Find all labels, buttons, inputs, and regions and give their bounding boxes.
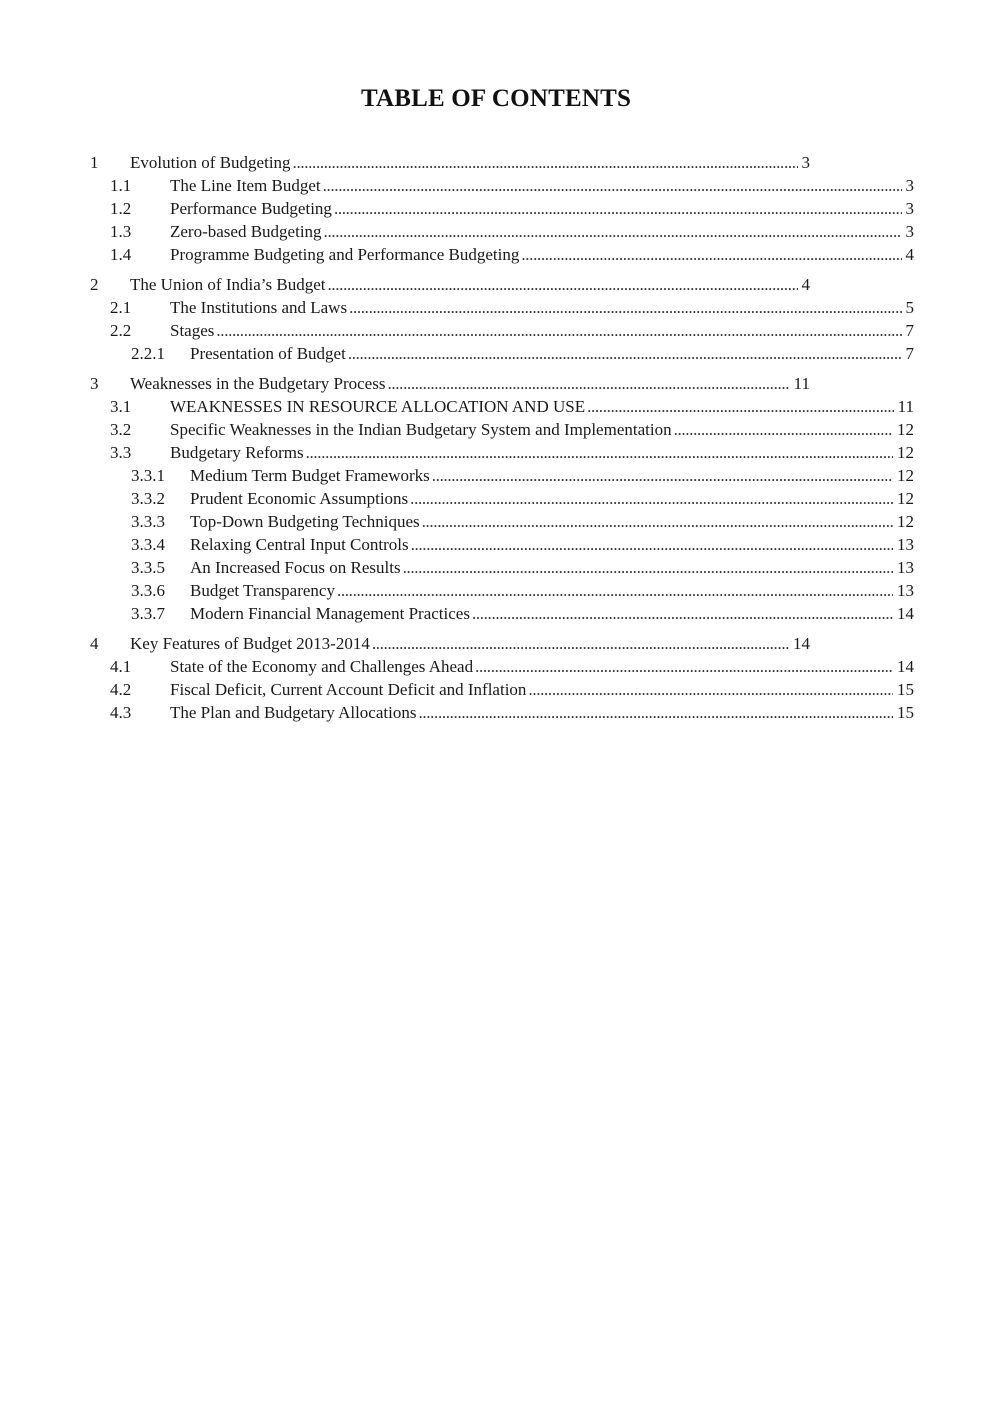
dot-leader bbox=[403, 557, 893, 579]
toc-entry-page: 11 bbox=[894, 396, 914, 418]
toc-entry-page: 13 bbox=[893, 534, 914, 556]
dot-leader bbox=[324, 221, 902, 243]
toc-entry-title: State of the Economy and Challenges Ahead bbox=[170, 657, 474, 676]
toc-entry-number: 3.3.4 bbox=[131, 535, 165, 554]
toc-entry-title: Modern Financial Management Practices bbox=[190, 604, 470, 623]
toc-entry-number: 3.3.7 bbox=[131, 604, 165, 623]
toc-entry-page: 15 bbox=[893, 702, 914, 724]
toc-entry-number: 4 bbox=[90, 634, 99, 653]
toc-entry-number: 1.3 bbox=[110, 222, 132, 241]
dot-leader bbox=[337, 580, 893, 602]
toc-entry-page: 13 bbox=[893, 580, 914, 602]
toc-entry[interactable] bbox=[110, 175, 914, 197]
toc-entry-number: 1.1 bbox=[110, 176, 132, 195]
toc-entry-number: 3.1 bbox=[110, 397, 132, 416]
toc-entry[interactable] bbox=[110, 396, 914, 418]
toc-entry-number: 3.3.5 bbox=[131, 558, 165, 577]
toc-entry[interactable] bbox=[110, 702, 914, 724]
dot-leader bbox=[306, 442, 893, 464]
toc-entry[interactable] bbox=[131, 557, 914, 579]
toc-entry-page: 7 bbox=[902, 320, 915, 342]
toc-entry[interactable] bbox=[90, 152, 810, 174]
dot-leader bbox=[327, 274, 797, 296]
toc-entry-title: Prudent Economic Assumptions bbox=[190, 489, 409, 508]
toc-entry-number: 1.2 bbox=[110, 199, 132, 218]
toc-entry-title: Programme Budgeting and Performance Budgeting bbox=[170, 245, 520, 264]
dot-leader bbox=[372, 633, 789, 655]
dot-leader bbox=[587, 396, 894, 418]
toc-entry[interactable] bbox=[131, 343, 914, 365]
toc-entry-page: 12 bbox=[893, 465, 914, 487]
toc-entry-title: Budget Transparency bbox=[190, 581, 335, 600]
toc-entry-page: 12 bbox=[893, 442, 914, 464]
toc-entry-page: 7 bbox=[902, 343, 915, 365]
toc-entry-page: 13 bbox=[893, 557, 914, 579]
toc-entry[interactable] bbox=[90, 373, 810, 395]
toc-entry-title: Specific Weaknesses in the Indian Budgetary System and Implementation bbox=[170, 420, 672, 439]
toc-entry[interactable] bbox=[110, 244, 914, 266]
toc-entry-number: 3.3.6 bbox=[131, 581, 165, 600]
toc-entry-page: 4 bbox=[798, 274, 811, 296]
toc-entry[interactable] bbox=[131, 603, 914, 625]
toc-entry-title: Budgetary Reforms bbox=[170, 443, 304, 462]
toc-entry-page: 5 bbox=[902, 297, 915, 319]
toc-entry-page: 3 bbox=[798, 152, 811, 174]
toc-entry-number: 4.3 bbox=[110, 703, 132, 722]
dot-leader bbox=[410, 488, 893, 510]
toc-entry-number: 2 bbox=[90, 275, 99, 294]
dot-leader bbox=[348, 343, 902, 365]
toc-entry-number: 3.3.3 bbox=[131, 512, 165, 531]
toc-entry-page: 3 bbox=[902, 198, 915, 220]
toc-entry-number: 3.3 bbox=[110, 443, 132, 462]
toc-entry-page: 11 bbox=[790, 373, 810, 395]
toc-entry-title: The Line Item Budget bbox=[170, 176, 321, 195]
toc-entry-number: 4.2 bbox=[110, 680, 132, 699]
toc-entry[interactable] bbox=[131, 580, 914, 602]
toc-entry-title: Stages bbox=[170, 321, 215, 340]
toc-entry-title: Zero-based Budgeting bbox=[170, 222, 322, 241]
toc-entry-page: 4 bbox=[902, 244, 915, 266]
toc-entry[interactable] bbox=[110, 221, 914, 243]
toc-entry-number: 4.1 bbox=[110, 657, 132, 676]
dot-leader bbox=[432, 465, 893, 487]
toc-entry-title: Performance Budgeting bbox=[170, 199, 332, 218]
toc-entry-title: Top-Down Budgeting Techniques bbox=[190, 512, 420, 531]
toc-entry-page: 14 bbox=[789, 633, 810, 655]
toc-entry[interactable] bbox=[90, 274, 810, 296]
toc-entry[interactable] bbox=[110, 198, 914, 220]
toc-entry-number: 3.3.1 bbox=[131, 466, 165, 485]
dot-leader bbox=[334, 198, 902, 220]
dot-leader bbox=[323, 175, 902, 197]
toc-entry-title: Relaxing Central Input Controls bbox=[190, 535, 409, 554]
dot-leader bbox=[293, 152, 798, 174]
toc-entry-title: Medium Term Budget Frameworks bbox=[190, 466, 430, 485]
toc-entry-number: 1 bbox=[90, 153, 99, 172]
dot-leader bbox=[387, 373, 789, 395]
toc-entry[interactable] bbox=[131, 465, 914, 487]
toc-entry-page: 15 bbox=[893, 679, 914, 701]
toc-entry[interactable] bbox=[131, 534, 914, 556]
toc-entry[interactable] bbox=[90, 633, 810, 655]
toc-entry-title: The Plan and Budgetary Allocations bbox=[170, 703, 417, 722]
toc-entry-page: 14 bbox=[893, 603, 914, 625]
toc-entry[interactable] bbox=[110, 656, 914, 678]
toc-entry-title: The Institutions and Laws bbox=[170, 298, 348, 317]
dot-leader bbox=[216, 320, 901, 342]
toc-entry[interactable] bbox=[110, 320, 914, 342]
dot-leader bbox=[528, 679, 893, 701]
toc-entry[interactable] bbox=[110, 297, 914, 319]
toc-entry-number: 3 bbox=[90, 374, 99, 393]
dot-leader bbox=[472, 603, 893, 625]
page-title: TABLE OF CONTENTS bbox=[360, 85, 632, 112]
dot-leader bbox=[475, 656, 893, 678]
toc-entry-page: 12 bbox=[893, 511, 914, 533]
dot-leader bbox=[411, 534, 893, 556]
toc-entry-page: 14 bbox=[893, 656, 914, 678]
toc-entry-number: 1.4 bbox=[110, 245, 132, 264]
toc-entry-title: Presentation of Budget bbox=[190, 344, 346, 363]
toc-entry-page: 3 bbox=[902, 175, 915, 197]
toc-entry[interactable] bbox=[131, 511, 914, 533]
toc-entry-number: 3.2 bbox=[110, 420, 132, 439]
toc-entry-number: 3.3.2 bbox=[131, 489, 165, 508]
toc-entry[interactable] bbox=[110, 442, 914, 464]
dot-leader bbox=[674, 419, 893, 441]
toc-entry-title: WEAKNESSES IN RESOURCE ALLOCATION AND USE bbox=[170, 397, 586, 416]
toc-entry-page: 12 bbox=[893, 419, 914, 441]
toc-entry-number: 2.2 bbox=[110, 321, 132, 340]
toc-entry-number: 2.1 bbox=[110, 298, 132, 317]
toc-entry[interactable] bbox=[131, 488, 914, 510]
toc-entry-title: Fiscal Deficit, Current Account Deficit and Inflation bbox=[170, 680, 527, 699]
dot-leader bbox=[349, 297, 901, 319]
toc-entry[interactable] bbox=[110, 419, 914, 441]
toc-entry[interactable] bbox=[110, 679, 914, 701]
toc-entry-title: Key Features of Budget 2013-2014 bbox=[130, 634, 370, 653]
toc-entry-page: 12 bbox=[893, 488, 914, 510]
dot-leader bbox=[422, 511, 893, 533]
dot-leader bbox=[521, 244, 901, 266]
toc-entry-title: Evolution of Budgeting bbox=[130, 153, 291, 172]
toc-entry-title: An Increased Focus on Results bbox=[190, 558, 401, 577]
toc-entry-title: The Union of India’s Budget bbox=[130, 275, 326, 294]
toc-entry-page: 3 bbox=[902, 221, 915, 243]
dot-leader bbox=[418, 702, 893, 724]
toc-entry-title: Weaknesses in the Budgetary Process bbox=[130, 374, 386, 393]
toc-entry-number: 2.2.1 bbox=[131, 344, 165, 363]
